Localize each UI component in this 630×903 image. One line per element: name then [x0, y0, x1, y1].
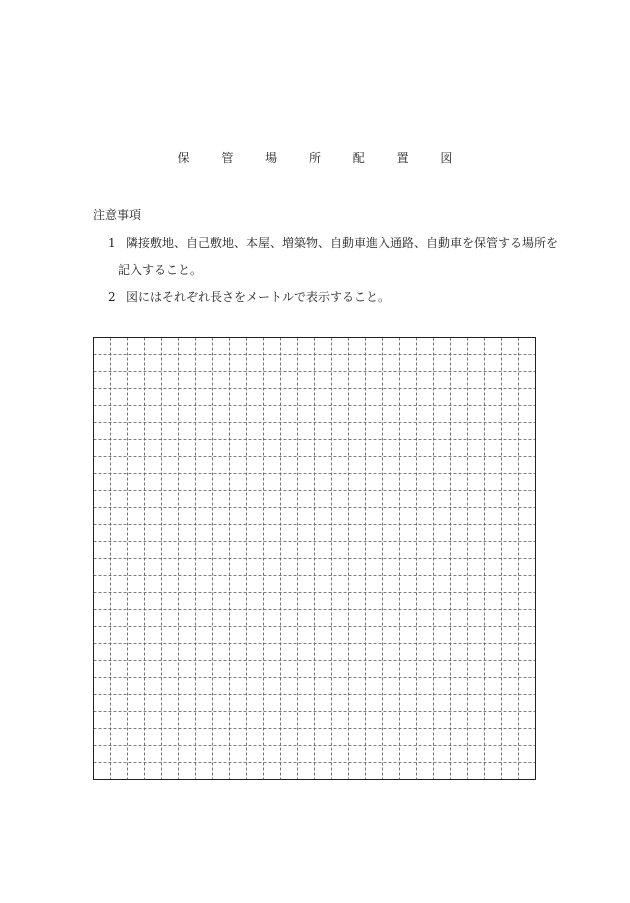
note-2-number: 2 [108, 290, 116, 304]
page-title: 保 管 場 所 配 置 図 [177, 151, 467, 165]
layout-grid [93, 337, 536, 780]
note-1 [108, 234, 558, 251]
note-2 [108, 288, 390, 305]
note-1-text: 隣接敷地、自己敷地、本屋、増築物、自動車進入通路、自動車を保管する場所を [126, 236, 559, 250]
note-1-continuation: 記入すること。 [118, 263, 203, 277]
note-2-text: 図にはそれぞれ長さをメートルで表示すること。 [126, 290, 391, 304]
note-1-number: 1 [108, 236, 116, 250]
notes-heading: 注意事項 [93, 208, 142, 222]
